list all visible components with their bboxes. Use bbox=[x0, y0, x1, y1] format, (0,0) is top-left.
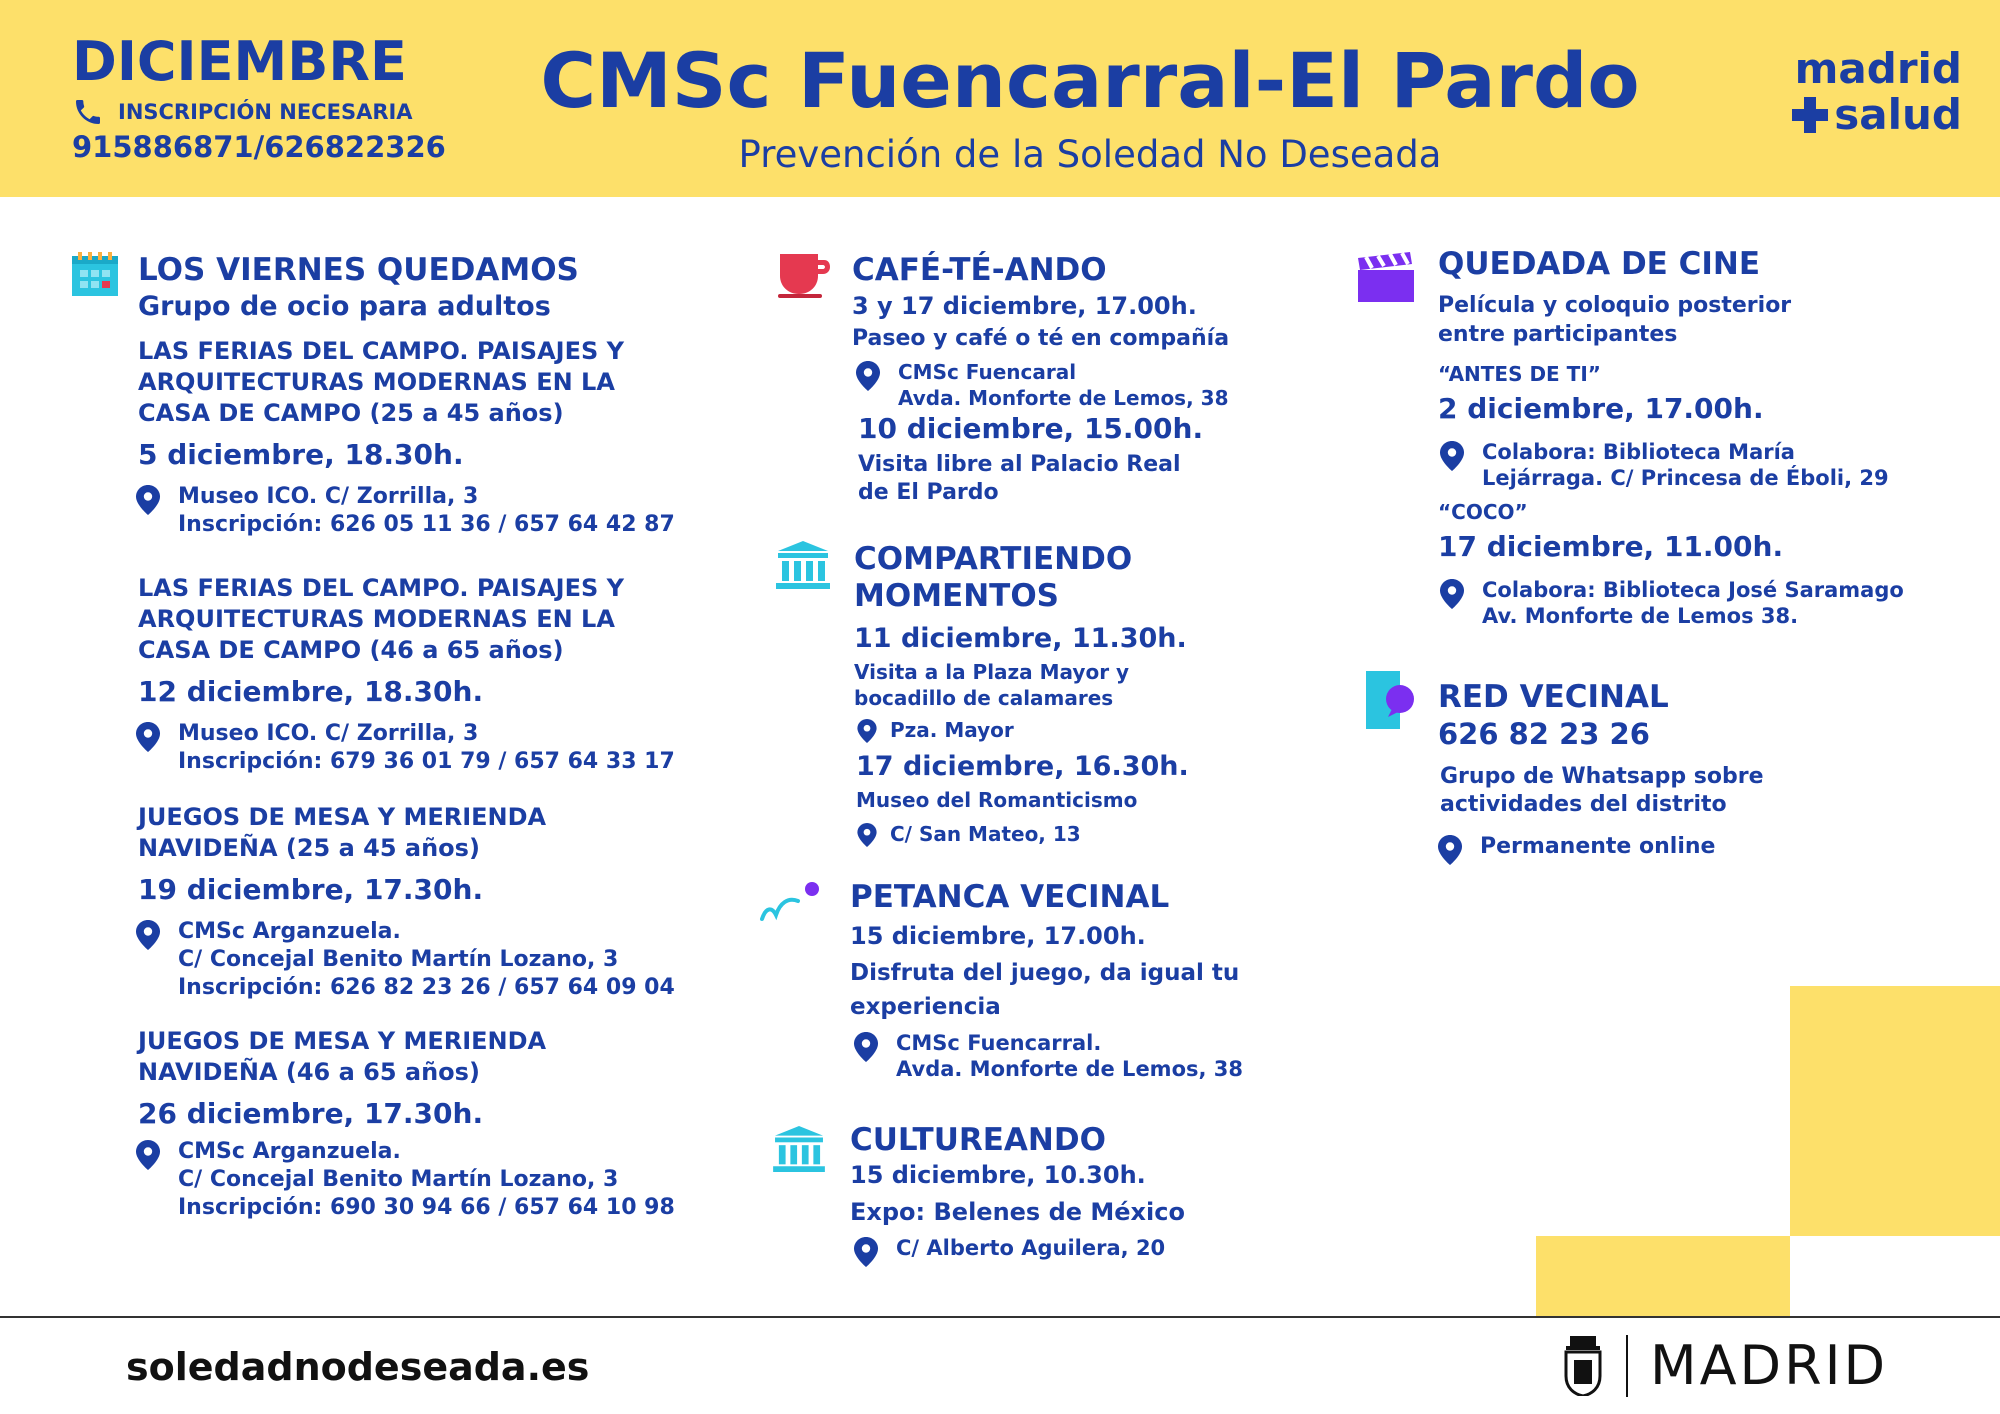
film-title: “ANTES DE TI” bbox=[1438, 362, 1601, 386]
location-pin-icon bbox=[134, 722, 162, 752]
location-line: Inscripción: 690 30 94 66 / 657 64 10 98 bbox=[178, 1195, 675, 1220]
event-description: entre participantes bbox=[1438, 322, 1678, 347]
location-pin-icon bbox=[856, 719, 878, 743]
event-topic: NAVIDEÑA (46 a 65 años) bbox=[138, 1058, 480, 1086]
chat-phone-icon bbox=[1366, 671, 1418, 729]
madrid-city-logo bbox=[1562, 1334, 1888, 1397]
event-description: Visita libre al Palacio Real bbox=[858, 452, 1181, 477]
museum-icon bbox=[772, 1126, 826, 1172]
location-line: Permanente online bbox=[1480, 834, 1716, 859]
location-line: Colabora: Biblioteca María bbox=[1482, 440, 1795, 464]
event-date: 17 diciembre, 16.30h. bbox=[856, 751, 1189, 782]
cup-icon bbox=[778, 252, 832, 298]
location-line: Colabora: Biblioteca José Saramago bbox=[1482, 578, 1904, 602]
location-pin-icon bbox=[134, 1140, 162, 1170]
location-pin-icon bbox=[852, 1237, 880, 1267]
location-pin-icon bbox=[134, 920, 162, 950]
location-pin-icon bbox=[854, 361, 882, 391]
event-topic: CASA DE CAMPO (46 a 65 años) bbox=[138, 636, 564, 664]
page-title: CMSc Fuencarral-El Pardo bbox=[540, 36, 1640, 125]
section-title-cultureando: CULTUREANDO bbox=[850, 1122, 1106, 1158]
event-description: Visita a la Plaza Mayor y bbox=[854, 660, 1130, 684]
location-line: Inscripción: 626 05 11 36 / 657 64 42 87 bbox=[178, 512, 675, 537]
section-title-red-vecinal: RED VECINAL bbox=[1438, 679, 1669, 715]
event-date: 15 diciembre, 10.30h. bbox=[850, 1161, 1146, 1189]
section-petanca bbox=[760, 879, 1360, 1082]
location-line: Inscripción: 626 82 23 26 / 657 64 09 04 bbox=[178, 975, 675, 1000]
event-3 bbox=[72, 802, 712, 908]
section-title-cine: QUEDADA DE CINE bbox=[1438, 246, 1761, 282]
location-pin-icon bbox=[852, 1032, 880, 1062]
event-4 bbox=[72, 1026, 712, 1132]
column-middle bbox=[760, 252, 1360, 1261]
location-line: Pza. Mayor bbox=[890, 718, 1014, 742]
location-line: Museo ICO. C/ Zorrilla, 3 bbox=[178, 721, 479, 746]
header-banner bbox=[0, 0, 2000, 197]
event-topic: NAVIDEÑA (25 a 45 años) bbox=[138, 834, 480, 862]
event-date: 12 diciembre, 18.30h. bbox=[138, 675, 484, 708]
madrid-salud-logo bbox=[1786, 46, 1962, 138]
event-2 bbox=[72, 573, 712, 710]
event-date: 26 diciembre, 17.30h. bbox=[138, 1097, 484, 1130]
event-description: Grupo de Whatsapp sobre bbox=[1440, 764, 1764, 789]
brand-line1: madrid bbox=[1794, 44, 1962, 93]
location-pin-icon bbox=[1438, 441, 1466, 471]
footer-divider bbox=[0, 1316, 2000, 1318]
registration-note bbox=[72, 96, 413, 128]
event-date: 15 diciembre, 17.00h. bbox=[850, 922, 1146, 950]
event-topic: JUEGOS DE MESA Y MERIENDA bbox=[138, 1027, 547, 1055]
location-line: C/ Concejal Benito Martín Lozano, 3 bbox=[178, 947, 619, 972]
event-location bbox=[134, 1138, 734, 1222]
madrid-wordmark: MADRID bbox=[1650, 1334, 1889, 1397]
location-line: CMSc Fuencaral bbox=[898, 360, 1077, 384]
location-line: Avda. Monforte de Lemos, 38 bbox=[898, 386, 1229, 410]
location-line: Avda. Monforte de Lemos, 38 bbox=[896, 1057, 1244, 1081]
location-line: C/ Alberto Aguilera, 20 bbox=[896, 1236, 1166, 1260]
event-date: 10 diciembre, 15.00h. bbox=[858, 412, 1204, 445]
event-location bbox=[1438, 577, 2000, 629]
website-url[interactable]: soledadnodeseada.es bbox=[126, 1345, 590, 1389]
section-title-compartiendo: COMPARTIENDO bbox=[854, 541, 1133, 577]
location-line: C/ San Mateo, 13 bbox=[890, 822, 1081, 846]
location-line: CMSc Arganzuela. bbox=[178, 919, 401, 944]
location-pin-icon bbox=[1438, 579, 1466, 609]
location-pin-icon bbox=[1436, 835, 1464, 865]
contact-phones: 915886871/626822326 bbox=[72, 130, 446, 164]
column-right bbox=[1356, 246, 1956, 861]
film-title: “COCO” bbox=[1438, 500, 1528, 524]
event-description: bocadillo de calamares bbox=[854, 686, 1114, 710]
registration-label: INSCRIPCIÓN NECESARIA bbox=[118, 100, 413, 124]
event-topic: LAS FERIAS DEL CAMPO. PAISAJES Y bbox=[138, 337, 624, 365]
location-line: Inscripción: 679 36 01 79 / 657 64 33 17 bbox=[178, 749, 675, 774]
location-pin-icon bbox=[856, 823, 878, 847]
event-location bbox=[134, 483, 734, 539]
event-location bbox=[852, 1030, 1452, 1082]
section-cine bbox=[1356, 246, 1956, 629]
section-title-petanca: PETANCA VECINAL bbox=[850, 879, 1170, 915]
logo-divider bbox=[1626, 1335, 1628, 1397]
event-date: 11 diciembre, 11.30h. bbox=[854, 623, 1187, 654]
location-line: CMSc Arganzuela. bbox=[178, 1139, 401, 1164]
location-pin-icon bbox=[134, 485, 162, 515]
event-topic: JUEGOS DE MESA Y MERIENDA bbox=[138, 803, 547, 831]
event-description: Expo: Belenes de México bbox=[850, 1198, 1185, 1226]
page-subtitle: Prevención de la Soledad No Deseada bbox=[738, 133, 1442, 176]
location-line: Av. Monforte de Lemos 38. bbox=[1482, 604, 1799, 628]
month-title: DICIEMBRE bbox=[72, 30, 407, 93]
madrid-coat-of-arms-icon bbox=[1562, 1336, 1604, 1396]
event-topic: LAS FERIAS DEL CAMPO. PAISAJES Y bbox=[138, 574, 624, 602]
event-description: de El Pardo bbox=[858, 480, 999, 505]
section-compartiendo bbox=[760, 541, 1360, 847]
petanque-icon bbox=[758, 881, 822, 925]
event-location bbox=[134, 720, 734, 776]
calendar-icon bbox=[72, 252, 118, 296]
event-description: actividades del distrito bbox=[1440, 792, 1727, 817]
event-location bbox=[852, 1235, 1452, 1261]
location-line: Lejárraga. C/ Princesa de Éboli, 29 bbox=[1482, 466, 1889, 490]
event-topic: ARQUITECTURAS MODERNAS EN LA bbox=[138, 368, 615, 396]
section-title-los-viernes: LOS VIERNES QUEDAMOS bbox=[138, 252, 579, 288]
brand-line2: salud bbox=[1834, 90, 1962, 139]
event-description: Película y coloquio posterior bbox=[1438, 293, 1792, 318]
clapperboard-icon bbox=[1356, 250, 1416, 302]
event-description: Disfruta del juego, da igual tu experiencia bbox=[850, 960, 1240, 1020]
decorative-yellow-block bbox=[1790, 986, 2000, 1236]
event-date: 5 diciembre, 18.30h. bbox=[138, 438, 464, 471]
event-date: 2 diciembre, 17.00h. bbox=[1438, 392, 1764, 425]
column-los-viernes bbox=[72, 252, 712, 1222]
museum-icon bbox=[776, 541, 830, 589]
event-topic: CASA DE CAMPO (25 a 45 años) bbox=[138, 399, 564, 427]
whatsapp-phone: 626 82 23 26 bbox=[1438, 717, 1650, 751]
health-cross-icon bbox=[1792, 97, 1828, 133]
event-location bbox=[134, 918, 734, 1002]
event-date: 19 diciembre, 17.30h. bbox=[138, 873, 484, 906]
event-description: Paseo y café o té en compañía bbox=[852, 326, 1230, 351]
event-date: 17 diciembre, 11.00h. bbox=[1438, 530, 1784, 563]
event-1 bbox=[72, 336, 712, 473]
section-title-cafe: CAFÉ-TÉ-ANDO bbox=[852, 252, 1107, 288]
phone-icon bbox=[72, 96, 104, 128]
section-red-vecinal bbox=[1356, 679, 1956, 861]
section-cafe bbox=[760, 252, 1360, 507]
event-location bbox=[1438, 439, 2000, 491]
section-subtitle: Grupo de ocio para adultos bbox=[138, 291, 551, 322]
event-location bbox=[1436, 833, 2000, 861]
section-cultureando bbox=[760, 1122, 1360, 1261]
location-line: Museo ICO. C/ Zorrilla, 3 bbox=[178, 484, 479, 509]
location-line: CMSc Fuencarral. bbox=[896, 1031, 1102, 1055]
event-date: 3 y 17 diciembre, 17.00h. bbox=[852, 292, 1197, 320]
location-line: C/ Concejal Benito Martín Lozano, 3 bbox=[178, 1167, 619, 1192]
decorative-yellow-block bbox=[1536, 1236, 1790, 1316]
event-topic: ARQUITECTURAS MODERNAS EN LA bbox=[138, 605, 615, 633]
section-title-compartiendo: MOMENTOS bbox=[854, 578, 1059, 614]
event-description: Museo del Romanticismo bbox=[856, 788, 1138, 812]
